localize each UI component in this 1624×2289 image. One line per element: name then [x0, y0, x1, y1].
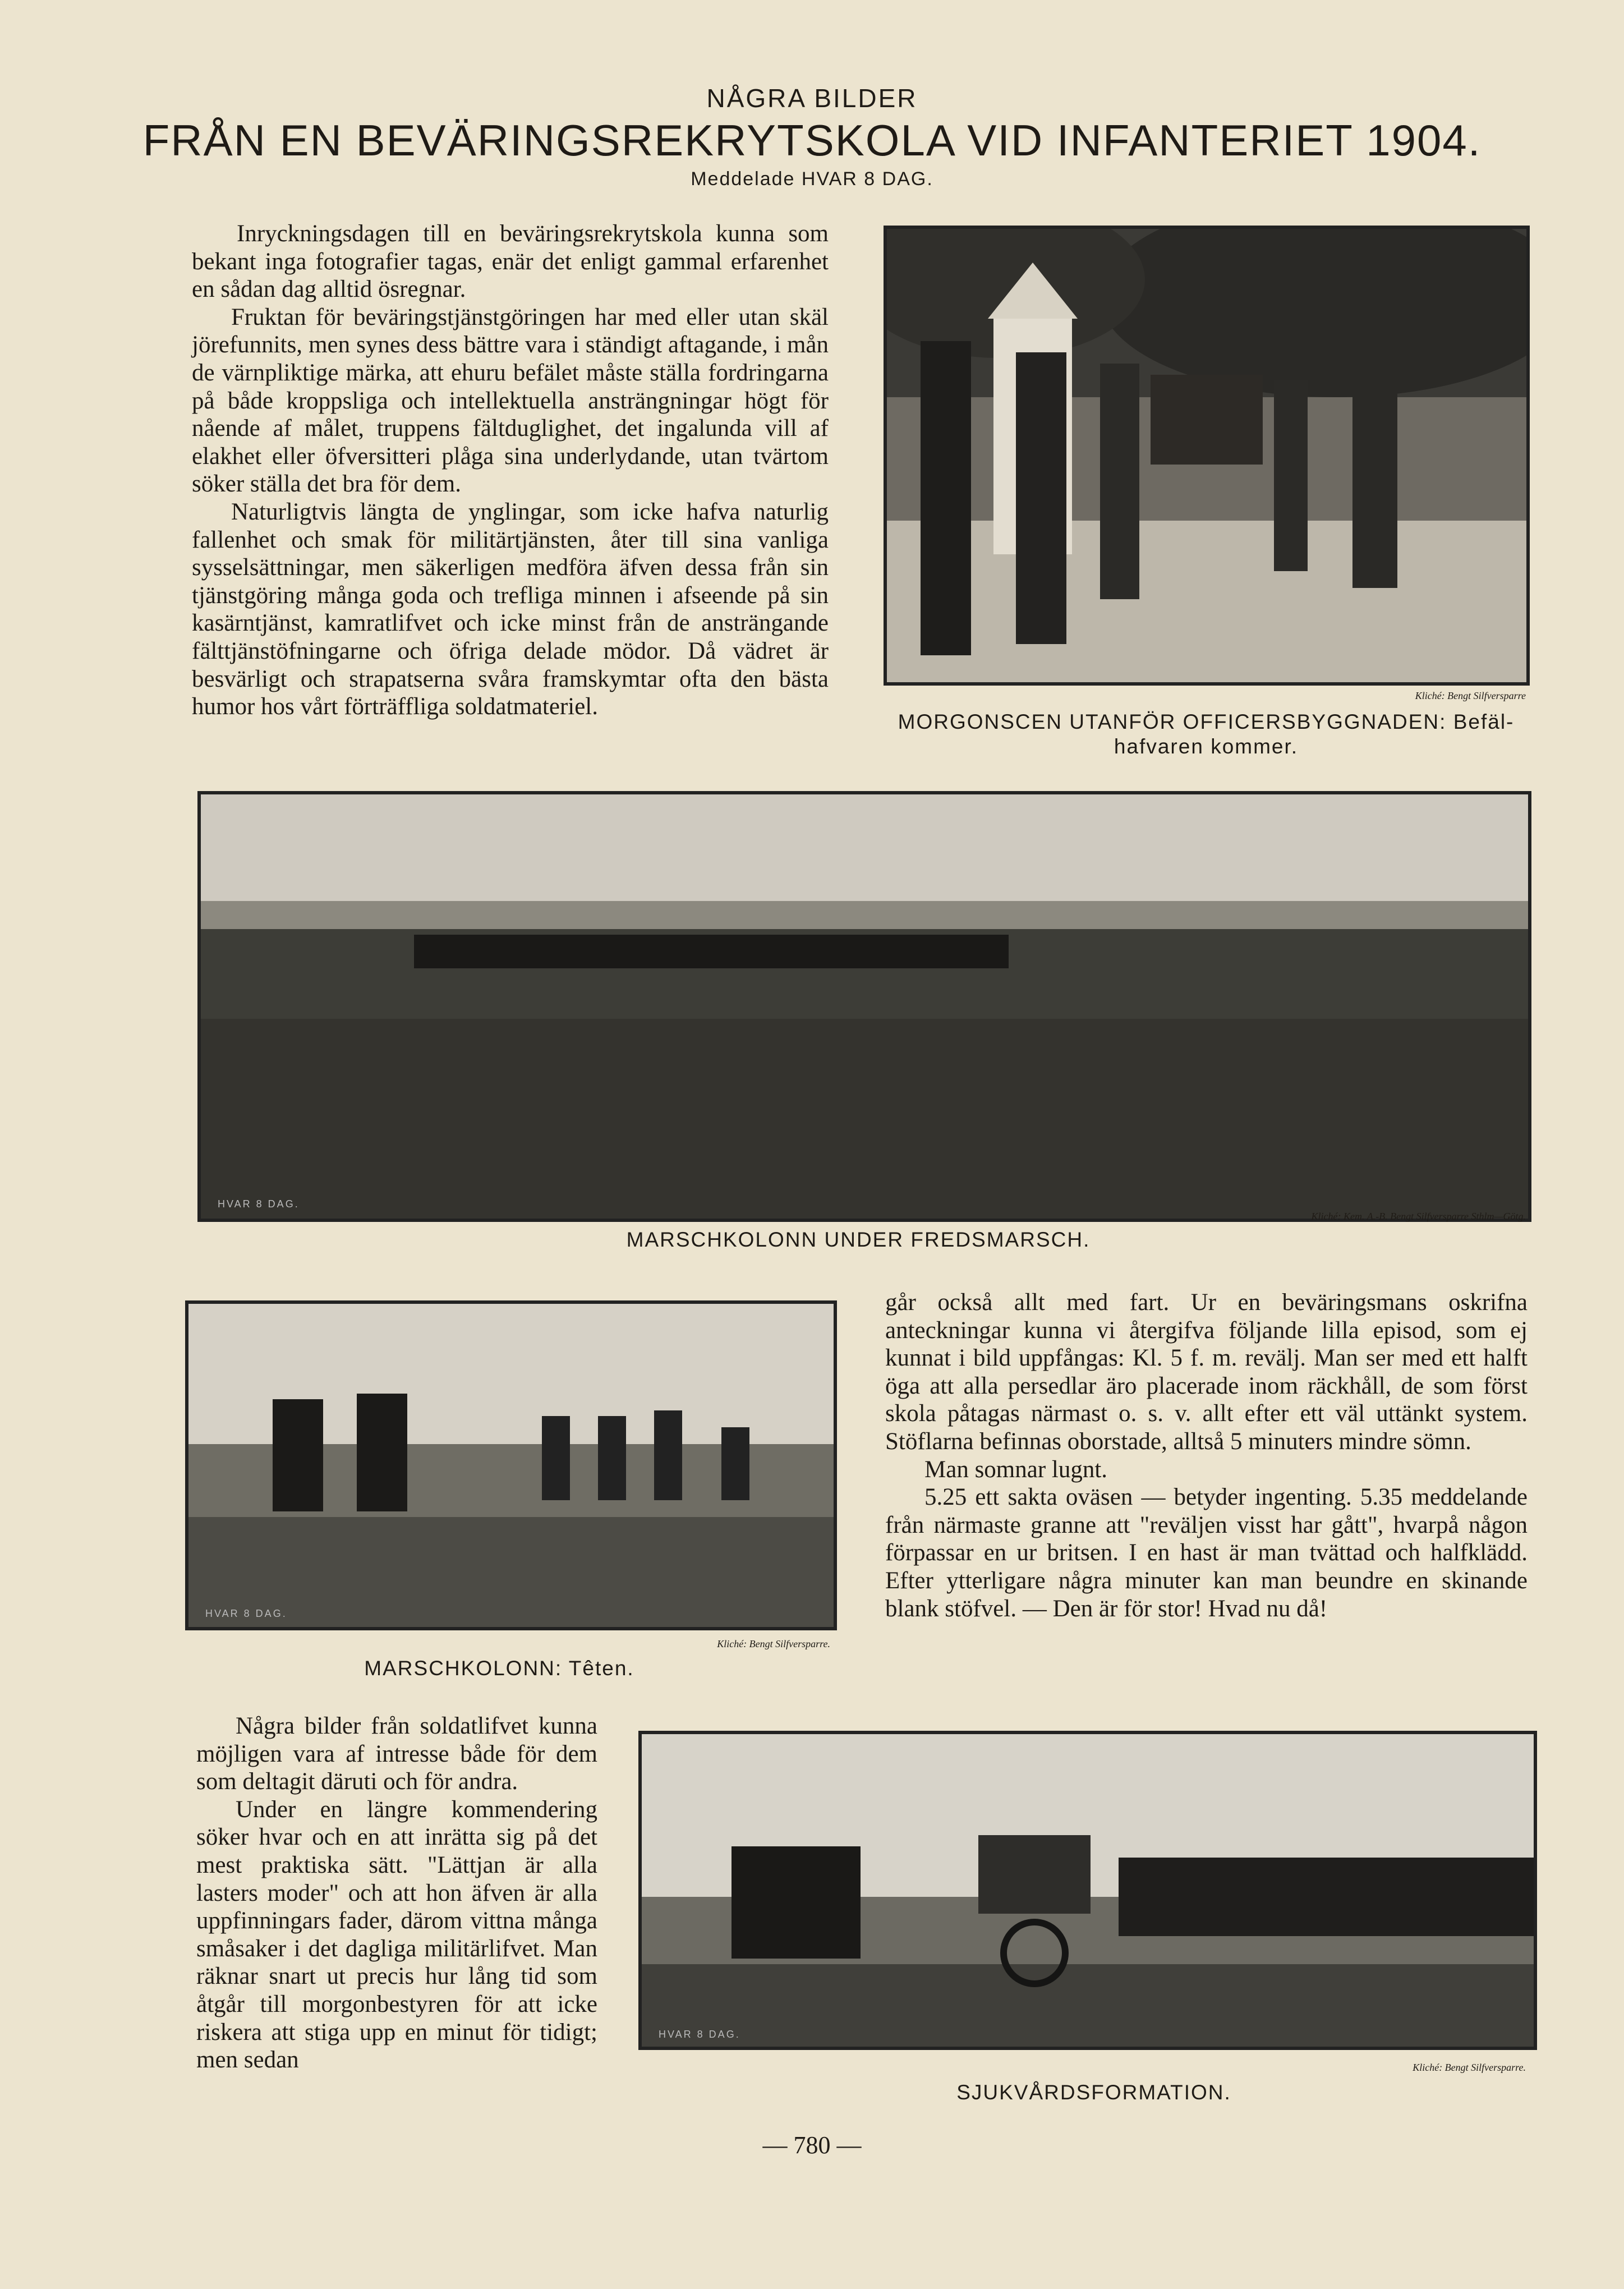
paragraph: går också allt med fart. Ur en beväringsmans oskrifna anteckningar kunna vi återgifva följande lilla episod, som ej kunnat i bild uppfångas: Kl. 5 f. m. revälj. Man ser med ett halft öga att alla persedlar äro placerade inom räckhåll, de som först skola påtagas närmast o. s. v. allt efter ett väl uttänkt system. Stöflarna befinnas oborstade, alltså 5 minuters mindre sömn.	[885, 1289, 1528, 1455]
article-column-top	[192, 220, 829, 721]
paragraph: Några bilder från soldatlifvet kunna möjligen vara af intresse både för dem som deltagit däruti och för andra.	[196, 1713, 597, 1795]
photo-watermark: HVAR 8 DAG.	[659, 2029, 740, 2040]
photo-column-head	[185, 1300, 837, 1630]
header-credit: Meddelade HVAR 8 DAG.	[691, 168, 933, 190]
paragraph: Inryckningsdagen till en beväringsrekrytskola kunna som bekant inga fotografier tagas, enär det enligt gammal erfarenhet en sådan dag alltid ösregnar.	[192, 220, 829, 303]
page-number: — 780 —	[762, 2131, 862, 2159]
photo-caption	[864, 710, 1548, 759]
photo-credit: Kliché: Bengt Silfversparre	[1415, 690, 1526, 701]
paragraph: 5.25 ett sakta oväsen — betyder ingenting. 5.35 meddelande från närmaste granne att "reväljen visst har gått", hvarpå någon förpassar en ur britsen. I en hast är man tvättad och halfklädd. Efter ytterligare några minuter kan man beundre en skinande blank stöfvel. — Den är för stor! Hvad nu då!	[885, 1484, 1528, 1622]
paragraph: Fruktan för beväringstjänstgöringen har med eller utan skäl jörefunnits, men synes dess bättre vara i ständigt aftagande, i mån de värnpliktige märka, att ehuru befälet måste ställa fordringarna på både kroppsliga och intellektuella ansträngningar högt för nående af målet, truppens fältduglighet, det ingalunda vill af elakhet eller öfversitteri plåga sina underlydande, utan tvärtom söker ställa det bra för dem.	[192, 304, 829, 498]
photo-credit: Kliché: Bengt Silfversparre.	[717, 1638, 830, 1649]
paragraph: Man somnar lugnt.	[924, 1456, 1108, 1483]
paragraph: Naturligtvis längta de ynglingar, som icke hafva naturlig fallenhet och smak för militärtjänsten, åter till sina vanliga sysselsättningar, men säkerligen medföra äfven dessa från sin tjänstgöring många goda och trefliga minnen i afseende på sin kasärntjänst, kamratlifvet och icke minst från de ansträngande fälttjänstöfningarne och öfriga delade mödor. Då vädret är besvärligt och strapatserna svåra framskymtar ofta den bästa humor hos vårt förträffliga soldatmateriel.	[192, 498, 829, 720]
photo-caption: MARSCHKOLONN: Têten.	[364, 1657, 634, 1680]
caption-line: MORGONSCEN UTANFÖR OFFICERSBYGGNADEN: Befäl-	[898, 710, 1515, 733]
photo-watermark: HVAR 8 DAG.	[205, 1608, 287, 1619]
photo-watermark: HVAR 8 DAG.	[218, 1198, 300, 1210]
photo-morning-scene	[884, 226, 1530, 686]
photo-credit: Kliché: Kem. A.-B. Bengt Silfversparre Sthlm—Götg.	[1311, 1211, 1526, 1222]
photo-caption: MARSCHKOLONN UNDER FREDSMARSCH.	[626, 1228, 1091, 1251]
caption-line: hafvaren kommer.	[1114, 735, 1299, 758]
photo-caption: SJUKVÅRDSFORMATION.	[956, 2081, 1231, 2104]
photo-medical-formation	[638, 1731, 1537, 2050]
article-column-right	[885, 1289, 1528, 1622]
header-kicker: NÅGRA BILDER	[706, 84, 918, 113]
article-column-bottom	[196, 1712, 597, 2074]
page-title: FRÅN EN BEVÄRINGSREKRYTSKOLA VID INFANTERIET 1904.	[142, 116, 1482, 165]
photo-credit: Kliché: Bengt Silfversparre.	[1413, 2062, 1526, 2073]
photo-marching-column	[197, 791, 1531, 1222]
paragraph: Under en längre kommendering söker hvar och en att inrätta sig på det mest praktiska sätt. "Lättjan är alla lasters moder" och att hon äfven är alla uppfinningars fader, därom vittna många småsaker i det dagliga militärlifvet. Man räknar snart ut precis hur lång tid som åtgår till morgonbestyren för att icke riskera att stiga upp en minut för tidigt; men sedan	[196, 1796, 597, 2074]
